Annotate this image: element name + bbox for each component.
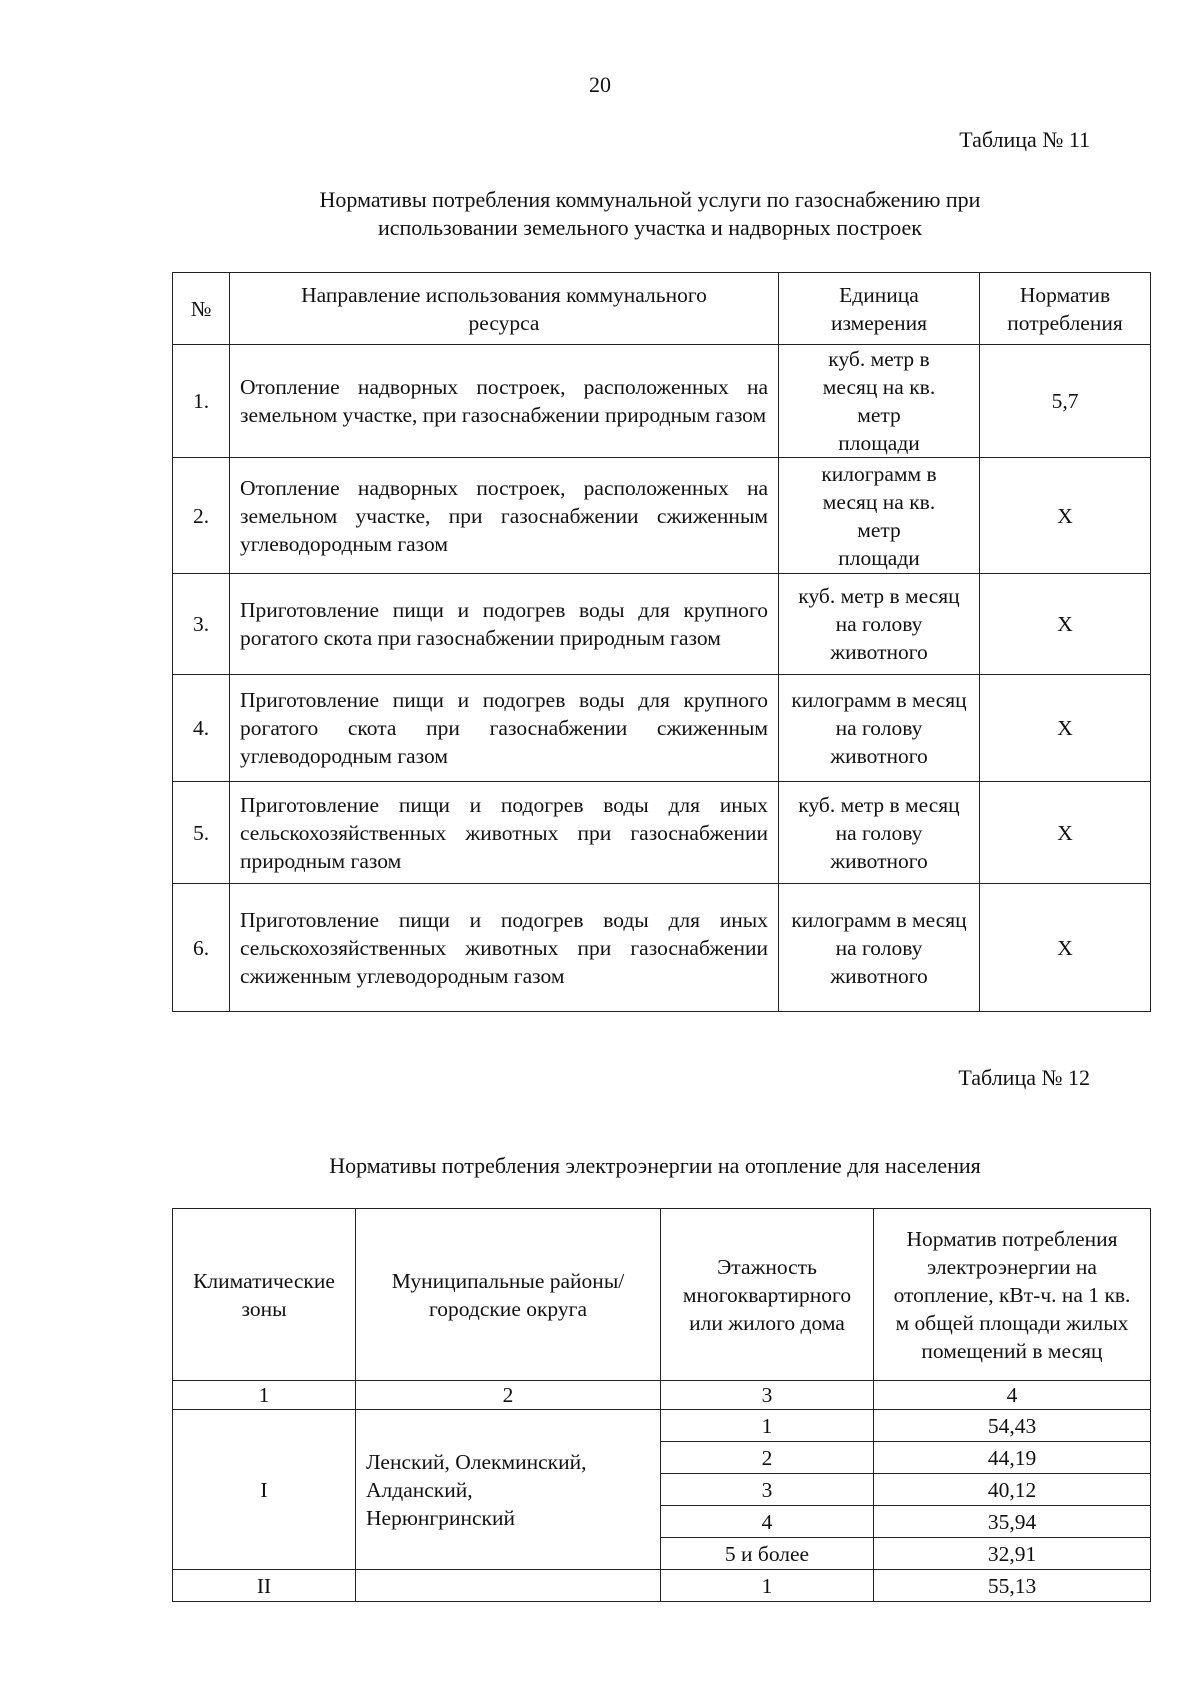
column-number-row bbox=[173, 1381, 1151, 1410]
norm-cell: 35,94 bbox=[874, 1506, 1151, 1538]
row-norm: X bbox=[980, 574, 1151, 675]
row-num: 6. bbox=[173, 884, 230, 1012]
row-unit: куб. метр в месяц на кв. метр площади bbox=[779, 345, 980, 458]
header-norm: Норматив потребления электроэнергии на отопление, кВт-ч. на 1 кв. м общей площади жилых помещений в месяц bbox=[874, 1209, 1151, 1381]
row-norm: 5,7 bbox=[980, 345, 1151, 458]
row-direction: Отопление надворных построек, расположенных на земельном участке, при газоснабжении природным газом bbox=[230, 345, 779, 458]
norm-cell: 32,91 bbox=[874, 1538, 1151, 1570]
table-11-header-row bbox=[173, 273, 1151, 345]
district-cell bbox=[356, 1570, 661, 1602]
table-row bbox=[173, 345, 1151, 458]
row-unit: килограмм в месяц на голову животного bbox=[779, 884, 980, 1012]
column-number: 3 bbox=[661, 1381, 874, 1410]
table-row bbox=[173, 1410, 1151, 1442]
zone-cell: II bbox=[173, 1570, 356, 1602]
district-text: Ленский, Олекминский, Алданский, Нерюнгринский bbox=[366, 1449, 587, 1530]
row-norm: X bbox=[980, 458, 1151, 574]
table-11-title bbox=[290, 186, 1010, 242]
table-11-title-line-2: использовании земельного участка и надворных построек bbox=[378, 215, 922, 240]
header-unit: Единица измерения bbox=[779, 273, 980, 345]
zone-cell: I bbox=[173, 1410, 356, 1570]
row-direction: Приготовление пищи и подогрев воды для крупного рогатого скота при газоснабжении природным газом bbox=[230, 574, 779, 675]
row-norm: X bbox=[980, 675, 1151, 782]
floors-cell: 2 bbox=[661, 1442, 874, 1474]
row-unit: куб. метр в месяц на голову животного bbox=[779, 782, 980, 884]
table-row bbox=[173, 1570, 1151, 1602]
table-row bbox=[173, 675, 1151, 782]
table-row bbox=[173, 458, 1151, 574]
table-row bbox=[173, 574, 1151, 675]
table-12 bbox=[172, 1208, 1151, 1602]
column-number: 4 bbox=[874, 1381, 1151, 1410]
row-direction: Приготовление пищи и подогрев воды для иных сельскохозяйственных животных при газоснабжении природным газом bbox=[230, 782, 779, 884]
floors-cell: 5 и более bbox=[661, 1538, 874, 1570]
table-12-label: Таблица № 12 bbox=[958, 1065, 1090, 1090]
row-unit: килограмм в месяц на голову животного bbox=[779, 675, 980, 782]
district-cell bbox=[356, 1410, 661, 1570]
header-direction: Направление использования коммунального ресурса bbox=[230, 273, 779, 345]
column-number: 1 bbox=[173, 1381, 356, 1410]
header-zone: Климатические зоны bbox=[173, 1209, 356, 1381]
floors-cell: 1 bbox=[661, 1570, 874, 1602]
floors-cell: 3 bbox=[661, 1474, 874, 1506]
row-num: 4. bbox=[173, 675, 230, 782]
floors-cell: 4 bbox=[661, 1506, 874, 1538]
row-num: 5. bbox=[173, 782, 230, 884]
column-number: 2 bbox=[356, 1381, 661, 1410]
row-norm: X bbox=[980, 884, 1151, 1012]
header-num: № bbox=[173, 273, 230, 345]
table-12-header-row bbox=[173, 1209, 1151, 1381]
row-direction: Приготовление пищи и подогрев воды для иных сельскохозяйственных животных при газоснабжении сжиженным углеводородным газом bbox=[230, 884, 779, 1012]
row-direction: Отопление надворных построек, расположенных на земельном участке, при газоснабжении сжиженным углеводородным газом bbox=[230, 458, 779, 574]
row-norm: X bbox=[980, 782, 1151, 884]
table-row bbox=[173, 782, 1151, 884]
page-number: 20 bbox=[589, 72, 611, 97]
norm-cell: 55,13 bbox=[874, 1570, 1151, 1602]
norm-cell: 40,12 bbox=[874, 1474, 1151, 1506]
header-floors: Этажность многоквартирного или жилого дома bbox=[661, 1209, 874, 1381]
norm-cell: 44,19 bbox=[874, 1442, 1151, 1474]
floors-cell: 1 bbox=[661, 1410, 874, 1442]
table-11-label: Таблица № 11 bbox=[959, 127, 1090, 152]
row-num: 3. bbox=[173, 574, 230, 675]
header-district: Муниципальные районы/городские округа bbox=[356, 1209, 661, 1381]
row-num: 2. bbox=[173, 458, 230, 574]
table-12-title: Нормативы потребления электроэнергии на отопление для населения bbox=[329, 1153, 981, 1178]
row-unit: килограмм в месяц на кв. метр площади bbox=[779, 458, 980, 574]
table-row bbox=[173, 884, 1151, 1012]
row-unit: куб. метр в месяц на голову животного bbox=[779, 574, 980, 675]
row-num: 1. bbox=[173, 345, 230, 458]
table-11 bbox=[172, 272, 1151, 1012]
header-norm: Норматив потребления bbox=[980, 273, 1151, 345]
row-direction: Приготовление пищи и подогрев воды для крупного рогатого скота при газоснабжении сжиженным углеводородным газом bbox=[230, 675, 779, 782]
table-11-title-line-1: Нормативы потребления коммунальной услуги по газоснабжению при bbox=[319, 187, 981, 212]
norm-cell: 54,43 bbox=[874, 1410, 1151, 1442]
